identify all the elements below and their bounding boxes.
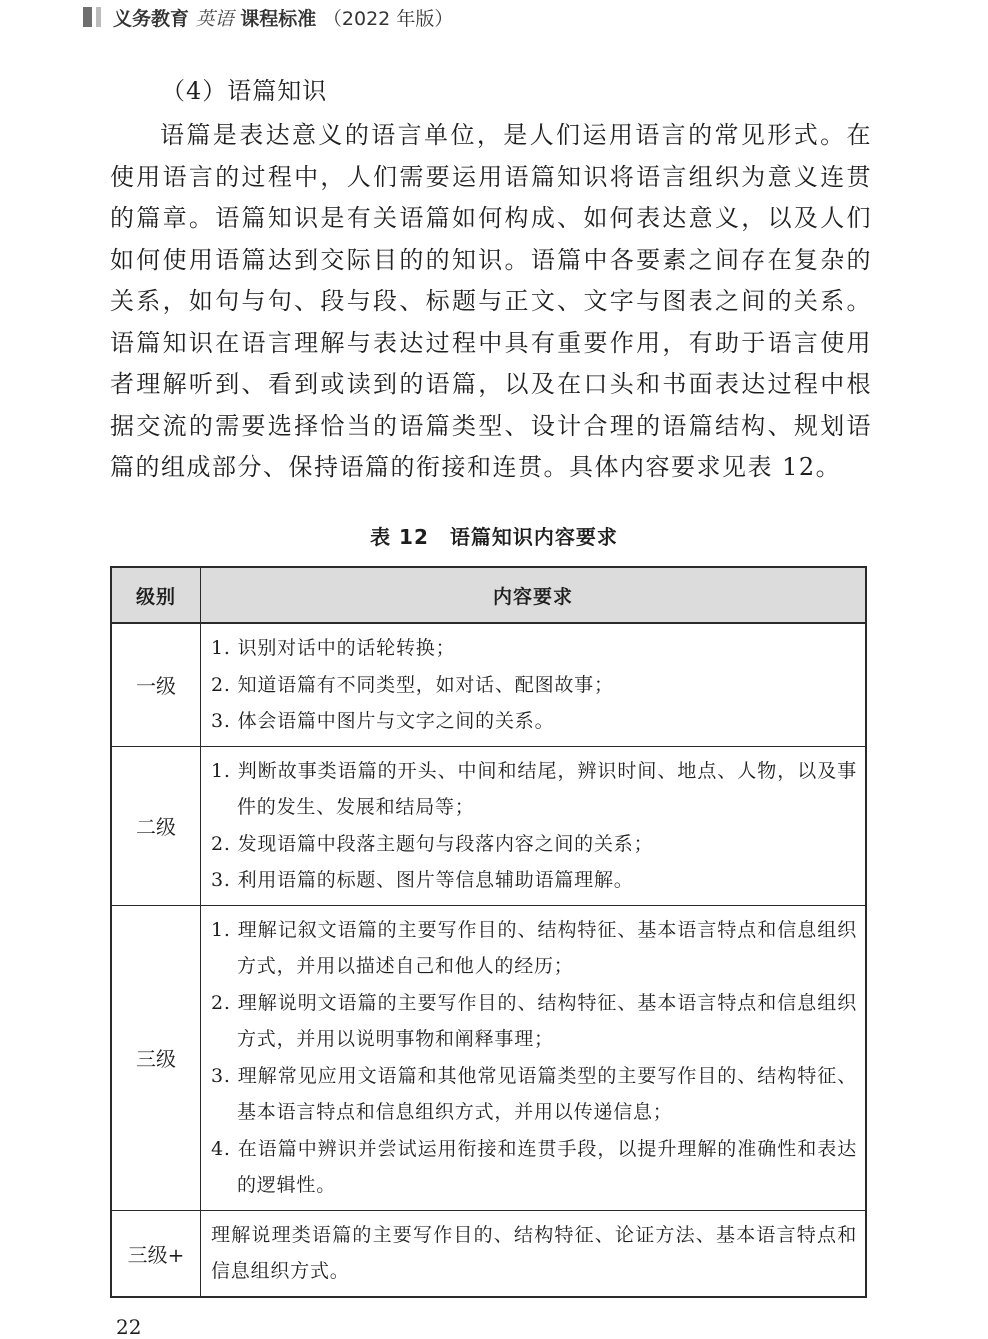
table-row [111,746,866,905]
list-item: 2. 知道语篇有不同类型，如对话、配图故事； [211,673,614,696]
level-cell: 一级 [111,623,201,746]
requirements-table [110,566,867,1298]
list-item: 1. 判断故事类语篇的开头、中间和结尾，辨识时间、地点、人物，以及事件的发生、发展和结局等； [211,759,857,818]
level-cell: 三级+ [111,1210,201,1297]
table-row [111,905,866,1210]
running-head-part1: 义务教育 [113,7,190,30]
header-content: 内容要求 [201,567,867,623]
content-cell [201,746,867,905]
level-cell: 二级 [111,746,201,905]
list-item: 3. 利用语篇的标题、图片等信息辅助语篇理解。 [211,869,634,891]
table-row [111,623,866,746]
list-item: 2. 发现语篇中段落主题句与段落内容之间的关系； [211,832,654,855]
list-item: 1. 识别对话中的话轮转换； [211,637,456,659]
list-item: 2. 理解说明文语篇的主要写作目的、结构特征、基本语言特点和信息组织方式，并用以说明事物和阐释事理； [211,991,857,1050]
list-item: 1. 理解记叙文语篇的主要写作目的、结构特征、基本语言特点和信息组织方式，并用以描述自己和他人的经历； [211,918,857,977]
content-cell [201,623,867,746]
running-head-edition: （2022 年版） [322,7,454,30]
list-item: 3. 理解常见应用文语篇和其他常见语篇类型的主要写作目的、结构特征、基本语言特点和信息组织方式，并用以传递信息； [211,1064,857,1123]
running-head-part2: 课程标准 [240,7,317,30]
header-level: 级别 [111,567,201,623]
table-caption: 表 12 语篇知识内容要求 [370,525,618,549]
running-head-subject: 英语 [195,7,234,30]
running-head [83,4,453,30]
list-item: 3. 体会语篇中图片与文字之间的关系。 [211,710,555,732]
content-cell [201,905,867,1210]
header-bar-dark [83,7,92,27]
list-item: 理解说理类语篇的主要写作目的、结构特征、论证方法、基本语言特点和信息组织方式。 [211,1223,857,1282]
table-header-row [111,567,866,623]
header-bar-light [96,7,101,27]
content-cell [201,1210,867,1297]
table-row [111,1210,866,1297]
section-heading: （4）语篇知识 [161,77,328,105]
page-number: 22 [116,1315,142,1339]
level-cell: 三级 [111,905,201,1210]
body-paragraph: 语篇是表达意义的语言单位，是人们运用语言的常见形式。在使用语言的过程中，人们需要运用语篇知识将语言组织为意义连贯的篇章。语篇知识是有关语篇如何构成、如何表达意义，以及人们如何使用语篇达到交际目的的知识。语篇中各要素之间存在复杂的关系，如句与句、段与段、标题与正文、文字与图表之间的关系。语篇知识在语言理解与表达过程中具有重要作用，有助于语言使用者理解听到、看到或读到的语篇，以及在口头和书面表达过程中根据交流的需要选择恰当的语篇类型、设计合理的语篇结构、规划语篇的组成部分、保持语篇的衔接和连贯。具体内容要求见表 12。 [110,121,872,481]
list-item: 4. 在语篇中辨识并尝试运用衔接和连贯手段，以提升理解的准确性和表达的逻辑性。 [211,1137,857,1196]
